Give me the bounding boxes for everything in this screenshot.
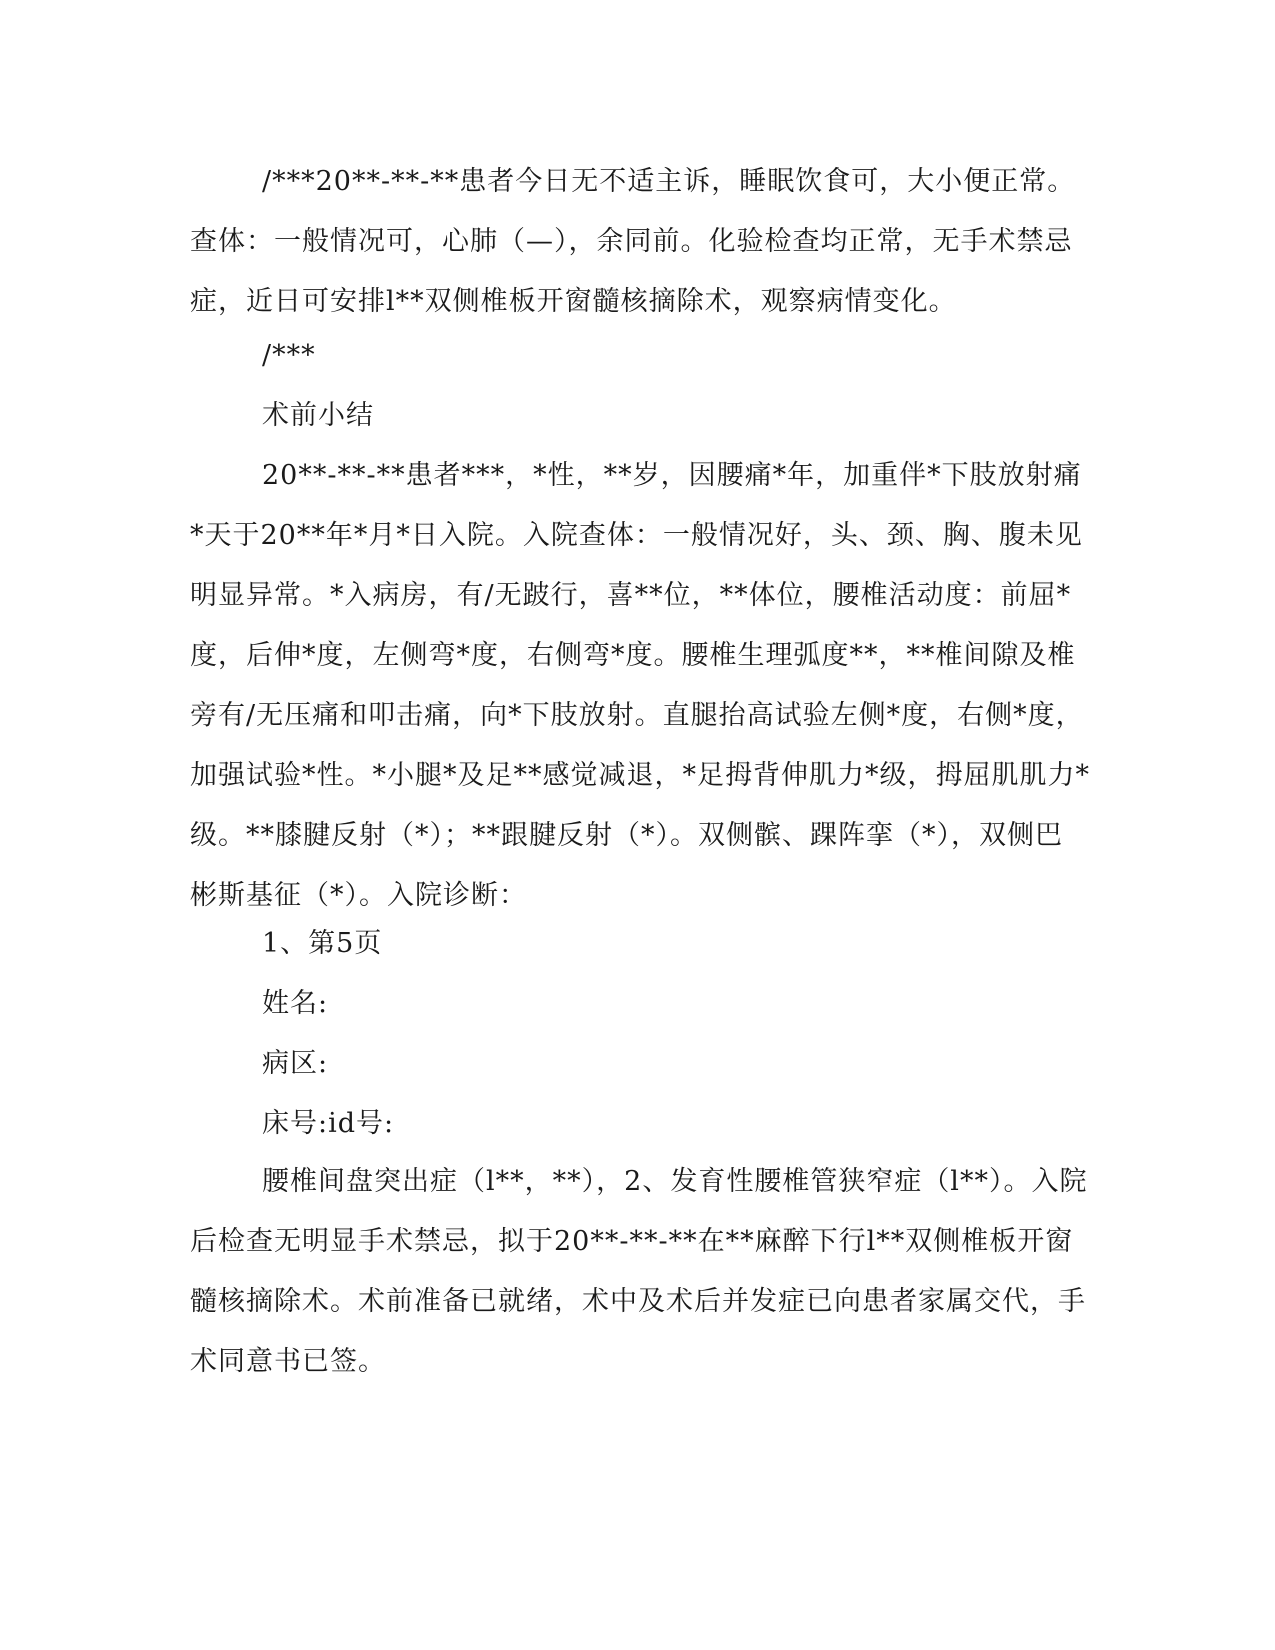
page-footer-block — [190, 914, 1090, 1154]
field-bed-id-label: 床号:id号: — [262, 1108, 395, 1139]
admission-summary-paragraph: 20**-**-**患者***，*性，**岁，因腰痛*年，加重伴*下肢放射痛*天于20**年*月*日入院。入院查体：一般情况好，头、颈、胸、腹未见明显异常。*入病房，有/无跛行，喜**位，**体位，腰椎活动度：前屈*度，后伸*度，左侧弯*度，右侧弯*度。腰椎生理弧度**，**椎间隙及椎旁有/无压痛和叩击痛，向*下肢放射。直腿抬高试验左侧*度，右侧*度，加强试验*性。*小腿*及足**感觉减退，*足拇背伸肌力*级，拇屈肌肌力*级。**膝腱反射（*）；**跟腱反射（*）。双侧髌、踝阵挛（*），双侧巴彬斯基征（*）。入院诊断： — [190, 460, 1090, 911]
diagnosis-block — [190, 1152, 1090, 1392]
admission-summary-block — [190, 446, 1090, 926]
heading-block — [190, 386, 1090, 446]
progress-note-block — [190, 152, 1090, 332]
field-ward-label: 病区: — [262, 1048, 329, 1079]
progress-note-paragraph: /***20**-**-**患者今日无不适主诉，睡眠饮食可，大小便正常。查体：一般情况可，心肺（—），余同前。化验检查均正常，无手术禁忌症，近日可安排l**双侧椎板开窗髓核摘除术，观察病情变化。 — [190, 166, 1076, 317]
section-heading: 术前小结 — [262, 400, 374, 431]
signature-block — [190, 326, 1090, 386]
field-name-label: 姓名: — [262, 988, 329, 1019]
page-marker: 1、第5页 — [262, 928, 383, 959]
signature-line: /*** — [262, 340, 316, 371]
diagnosis-paragraph: 腰椎间盘突出症（l**，**），2、发育性腰椎管狭窄症（l**）。入院后检查无明显手术禁忌，拟于20**-**-**在**麻醉下行l**双侧椎板开窗髓核摘除术。术前准备已就绪，术中及术后并发症已向患者家属交代，手术同意书已签。 — [190, 1166, 1088, 1377]
